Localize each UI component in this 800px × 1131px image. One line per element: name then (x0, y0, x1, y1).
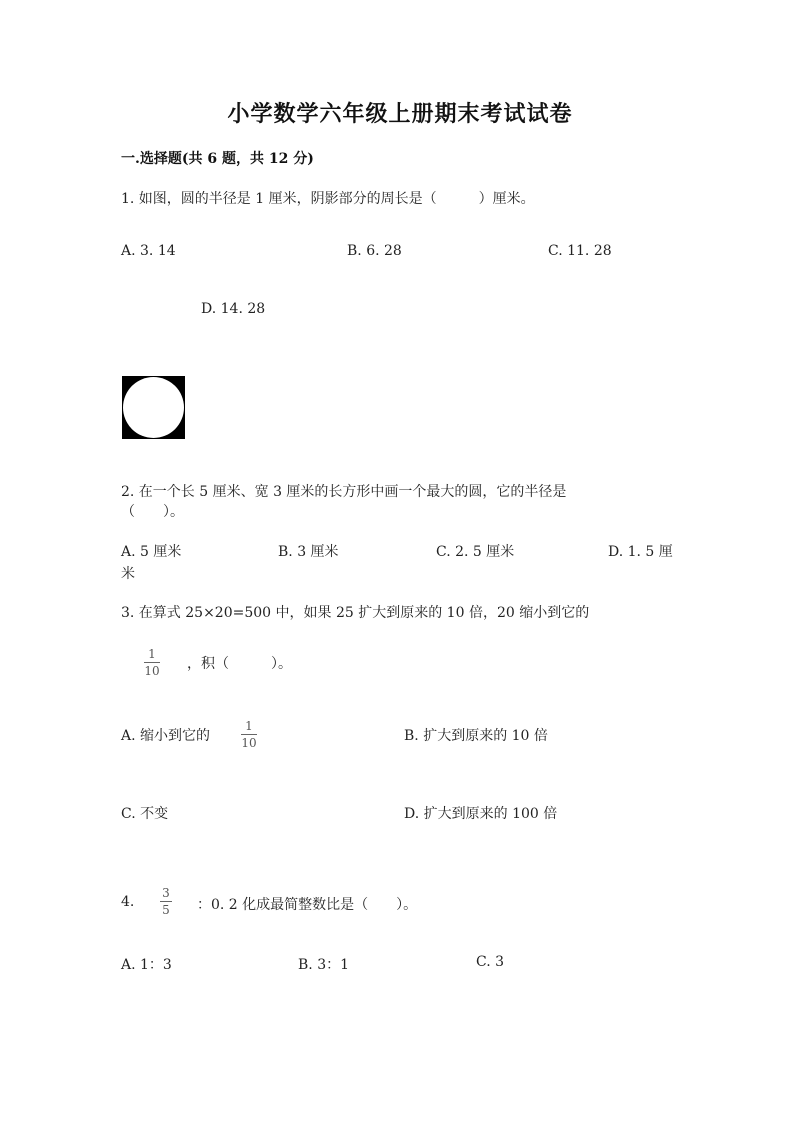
question-3-fraction (144, 648, 160, 678)
question-3-text-line1: 3. 在算式 25×20=500 中，如果 25 扩大到原来的 10 倍，20 缩小到它的 (121, 605, 590, 621)
question-2-option-c: C. 2. 5 厘米 (436, 544, 515, 560)
question-3-option-c: C. 不变 (121, 806, 169, 822)
fraction-bar (160, 901, 172, 902)
circle-in-square-figure (122, 376, 185, 439)
fraction-denominator: 5 (162, 903, 170, 917)
question-1-option-a: A. 3. 14 (121, 243, 176, 259)
fraction-denominator: 10 (144, 664, 160, 678)
fraction-numerator: 1 (148, 647, 156, 661)
question-2-text-line2: （ ）。 (121, 504, 184, 520)
question-3-option-d: D. 扩大到原来的 100 倍 (404, 806, 558, 822)
question-4-fraction (160, 887, 172, 917)
page-title: 小学数学六年级上册期末考试试卷 (227, 101, 573, 127)
question-2-text-line1: 2. 在一个长 5 厘米、宽 3 厘米的长方形中画一个最大的圆，它的半径是 (121, 484, 567, 500)
question-2-option-d: D. 1. 5 厘 (608, 544, 673, 560)
question-4-text: ：0. 2 化成最简整数比是（ ）。 (197, 897, 418, 913)
question-4-option-b: B. 3：1 (298, 957, 350, 973)
fraction-denominator: 10 (241, 736, 257, 750)
question-1-option-b: B. 6. 28 (347, 243, 402, 259)
question-1-option-c: C. 11. 28 (548, 243, 612, 259)
question-3-text-line2: ，积（ ）。 (187, 656, 292, 672)
question-2-option-a: A. 5 厘米 (121, 544, 182, 560)
question-4-option-c: C. 3 (476, 954, 505, 970)
section-heading: 一.选择题(共 6 题，共 12 分) (121, 151, 314, 167)
question-1-text: 1. 如图，圆的半径是 1 厘米，阴影部分的周长是（ ）厘米。 (121, 191, 535, 207)
question-1-option-d: D. 14. 28 (201, 301, 266, 317)
question-2-option-b: B. 3 厘米 (278, 544, 339, 560)
question-3-option-b: B. 扩大到原来的 10 倍 (404, 728, 548, 744)
fraction-bar (241, 734, 257, 735)
question-4-number: 4. (121, 894, 135, 910)
fraction-numerator: 3 (162, 886, 170, 900)
question-3-option-a-fraction (241, 720, 257, 750)
question-3-option-a: A. 缩小到它的 (121, 728, 211, 744)
fraction-numerator: 1 (245, 719, 253, 733)
question-4-option-a: A. 1：3 (121, 957, 172, 973)
fraction-bar (144, 662, 160, 663)
question-2-option-d-wrap: 米 (121, 566, 135, 582)
